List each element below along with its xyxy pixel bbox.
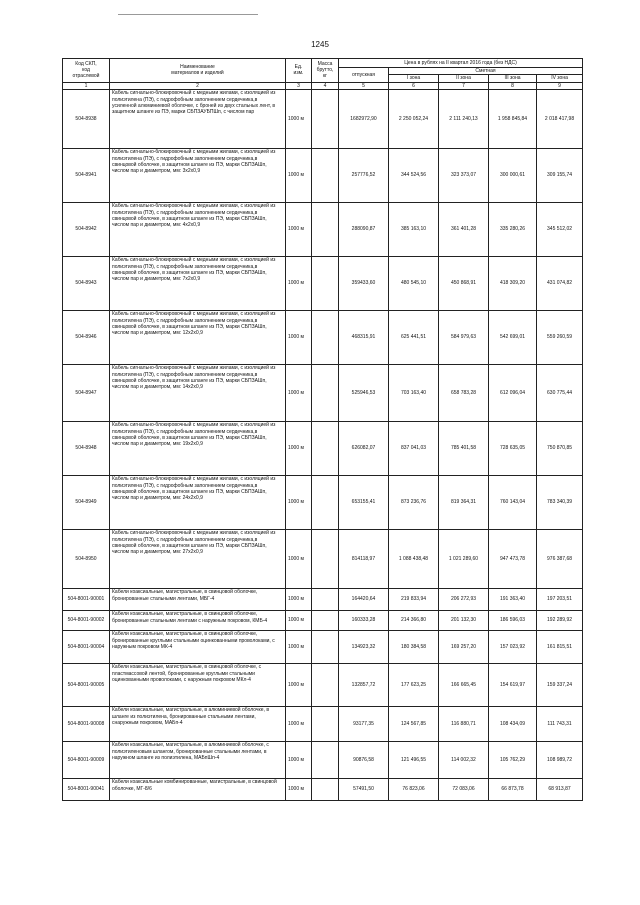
row-zone-4-price: 559 260,59: [537, 310, 583, 364]
row-zone-2-price: 658 783,28: [439, 364, 489, 421]
row-zone-2-price: 819 364,31: [439, 475, 489, 529]
row-zone-2-price: 201 132,30: [439, 610, 489, 630]
row-code: 504-8949: [63, 475, 110, 529]
row-name-cell: [110, 256, 286, 310]
row-name: Кабель сигнально-блокировочный с медными жилами, с изоляцией из полиэтилена (ПЭ), с гидрофобным заполнением сердечника,в свинцовой оболочке, в защитном шланге из ПЭ, марки СБПЗАШп, числом пар и диаметром, мм: 12х2х0,9: [112, 311, 276, 337]
row-mass: [312, 256, 339, 310]
row-release-price: 164420,64: [339, 588, 389, 610]
row-zone-4-price: 161 815,51: [537, 630, 583, 663]
row-code: 504-8950: [63, 529, 110, 588]
row-name-cell: [110, 89, 286, 148]
table-row: [63, 148, 583, 202]
column-number: 4: [312, 82, 339, 89]
row-zone-1-price: 124 567,85: [389, 706, 439, 741]
row-name-cell: [110, 741, 286, 778]
row-name-cell: [110, 364, 286, 421]
row-unit: 1000 м: [286, 778, 312, 800]
scan-artifact-line: [118, 14, 258, 15]
row-name: Кабели коаксиальные, магистральные, в свинцовой оболочке, бронированные стальными лентами с наружным покровом, КМБ-4: [112, 611, 268, 624]
row-zone-4-price: 68 913,87: [537, 778, 583, 800]
row-mass: [312, 741, 339, 778]
row-unit: 1000 м: [286, 588, 312, 610]
row-name: Кабели коаксиальные, магистральные, в свинцовой оболочке, бронированные круглыми стальными оцинкованными проволоками, с наружным покровом МК-4: [112, 631, 275, 650]
row-release-price: 359433,60: [339, 256, 389, 310]
row-zone-4-price: 750 870,85: [537, 421, 583, 475]
page-number: 1245: [311, 40, 329, 49]
row-zone-2-price: 584 979,63: [439, 310, 489, 364]
row-name: Кабели коаксиальные, магистральные, в свинцовой оболочке, бронированные стальными лентами, МБГ-4: [112, 589, 258, 602]
row-code: 504-8001-90008: [63, 706, 110, 741]
row-code: 504-8938: [63, 89, 110, 148]
row-release-price: 160333,28: [339, 610, 389, 630]
column-number: 3: [286, 82, 312, 89]
row-unit: 1000 м: [286, 529, 312, 588]
row-zone-1-price: 625 441,51: [389, 310, 439, 364]
row-zone-2-price: 206 272,93: [439, 588, 489, 610]
row-release-price: 525946,53: [339, 364, 389, 421]
row-code: 504-8001-90041: [63, 778, 110, 800]
row-code: 504-8943: [63, 256, 110, 310]
row-zone-3-price: 335 280,26: [489, 202, 537, 256]
row-zone-4-price: 2 018 417,98: [537, 89, 583, 148]
row-code: 504-8001-90009: [63, 741, 110, 778]
header-zone-4: IV зона: [537, 75, 583, 82]
row-mass: [312, 89, 339, 148]
row-code: 504-8001-90002: [63, 610, 110, 630]
row-zone-4-price: 345 512,02: [537, 202, 583, 256]
table-row: [63, 475, 583, 529]
table-row: [63, 202, 583, 256]
row-unit: 1000 м: [286, 475, 312, 529]
row-zone-1-price: 76 823,06: [389, 778, 439, 800]
row-mass: [312, 475, 339, 529]
column-number: 2: [110, 82, 286, 89]
row-name: Кабель сигнально-блокировочный с медными жилами, с изоляцией из полиэтилена (ПЭ), с гидрофобным заполнением сердечника,в свинцовой оболочке, в защитном шланге из ПЭ, марки СБПЗАШп, числом пар и диаметром, мм: 14х2х0,9: [112, 365, 276, 391]
row-zone-2-price: 1 021 289,60: [439, 529, 489, 588]
row-unit: 1000 м: [286, 630, 312, 663]
row-release-price: 468315,91: [339, 310, 389, 364]
row-name: Кабели коаксиальные, магистральные, в свинцовой оболочке, с пластмассовой лентой, бронированные круглыми стальными оцинкованными проволоками, с наружным покровом МКл-4: [112, 664, 262, 683]
row-zone-4-price: 108 989,72: [537, 741, 583, 778]
row-unit: 1000 м: [286, 663, 312, 706]
row-code: 504-8946: [63, 310, 110, 364]
row-zone-1-price: 837 041,03: [389, 421, 439, 475]
row-zone-3-price: 728 635,05: [489, 421, 537, 475]
row-unit: 1000 м: [286, 202, 312, 256]
row-release-price: 132857,72: [339, 663, 389, 706]
row-unit: 1000 м: [286, 421, 312, 475]
row-name-cell: [110, 310, 286, 364]
row-zone-1-price: 873 236,76: [389, 475, 439, 529]
row-zone-2-price: 323 373,07: [439, 148, 489, 202]
row-name: Кабели коаксиальные, магистральные, в алюминиевой оболочке, с полиэтиленовым шлангом, бронированные стальными лентами, в наружном шланге из полиэтилена, МАБпШп-4: [112, 742, 269, 761]
table-body: [63, 89, 583, 800]
row-name-cell: [110, 475, 286, 529]
row-zone-1-price: 214 366,80: [389, 610, 439, 630]
row-zone-3-price: 300 000,61: [489, 148, 537, 202]
row-name-cell: [110, 630, 286, 663]
row-unit: 1000 м: [286, 256, 312, 310]
table-row: [63, 630, 583, 663]
header-mass: Масса брутто, кг: [312, 59, 339, 83]
row-name: Кабели коаксиальные, магистральные, в алюминиевой оболочке, в шланге из полиэтилена, бронированные стальными лентами, снаружным покровом, МАБп-4: [112, 707, 269, 726]
row-release-price: 93177,35: [339, 706, 389, 741]
row-zone-3-price: 542 699,01: [489, 310, 537, 364]
row-zone-3-price: 760 143,04: [489, 475, 537, 529]
column-number-row: [63, 82, 583, 89]
row-zone-1-price: 480 545,10: [389, 256, 439, 310]
row-name-cell: [110, 421, 286, 475]
row-zone-3-price: 186 596,03: [489, 610, 537, 630]
row-release-price: 626082,07: [339, 421, 389, 475]
column-number: 8: [489, 82, 537, 89]
row-zone-3-price: 947 473,78: [489, 529, 537, 588]
row-unit: 1000 м: [286, 364, 312, 421]
row-unit: 1000 м: [286, 89, 312, 148]
column-number: 5: [339, 82, 389, 89]
price-table: [62, 58, 583, 801]
table-row: [63, 706, 583, 741]
column-number: 6: [389, 82, 439, 89]
row-code: 504-8941: [63, 148, 110, 202]
row-code: 504-8001-90004: [63, 630, 110, 663]
row-unit: 1000 м: [286, 741, 312, 778]
table-row: [63, 256, 583, 310]
row-zone-1-price: 2 250 052,24: [389, 89, 439, 148]
row-mass: [312, 310, 339, 364]
row-code: 504-8947: [63, 364, 110, 421]
row-zone-4-price: 976 387,68: [537, 529, 583, 588]
row-unit: 1000 м: [286, 310, 312, 364]
row-zone-2-price: 2 111 240,13: [439, 89, 489, 148]
row-zone-1-price: 219 833,94: [389, 588, 439, 610]
row-name: Кабель сигнально-блокировочный с медными жилами, с изоляцией из полиэтилена (ПЭ), с гидрофобным заполнением сердечника,в усиленной алюминиевой оболочке, с броней из двух стальных лент, в защитном шланге из ПЭ, марки СБПЗАУБПШп, с числом пар: [112, 90, 276, 116]
row-release-price: 653155,41: [339, 475, 389, 529]
row-name: Кабель сигнально-блокировочный с медными жилами, с изоляцией из полиэтилена (ПЭ), с гидрофобным заполнением сердечника,в свинцовой оболочке, в защитном шланге из ПЭ, марки СБПЗАШп, числом пар и диаметром, мм: 24х2х0,9: [112, 476, 276, 502]
row-zone-3-price: 105 762,29: [489, 741, 537, 778]
row-zone-3-price: 154 619,97: [489, 663, 537, 706]
row-zone-2-price: 114 002,32: [439, 741, 489, 778]
column-number: 9: [537, 82, 583, 89]
row-name-cell: [110, 778, 286, 800]
table-row: [63, 610, 583, 630]
row-zone-3-price: 1 958 845,84: [489, 89, 537, 148]
header-zone-3: III зона: [489, 75, 537, 82]
row-zone-1-price: 121 496,55: [389, 741, 439, 778]
row-release-price: 288090,87: [339, 202, 389, 256]
row-zone-4-price: 111 743,31: [537, 706, 583, 741]
column-number: 1: [63, 82, 110, 89]
row-release-price: 814118,97: [339, 529, 389, 588]
row-zone-4-price: 197 203,51: [537, 588, 583, 610]
table-row: [63, 588, 583, 610]
row-name: Кабель сигнально-блокировочный с медными жилами, с изоляцией из полиэтилена (ПЭ), с гидрофобным заполнением сердечника,в свинцовой оболочке, в защитном шланге из ПЭ, марки СБПЗАШп, числом пар и диаметром, мм: 27х2х0,9: [112, 530, 276, 556]
row-mass: [312, 588, 339, 610]
row-zone-3-price: 612 096,04: [489, 364, 537, 421]
row-zone-3-price: 108 434,09: [489, 706, 537, 741]
row-unit: 1000 м: [286, 610, 312, 630]
row-unit: 1000 м: [286, 706, 312, 741]
row-name-cell: [110, 706, 286, 741]
table-row: [63, 310, 583, 364]
table-row: [63, 778, 583, 800]
row-code: 504-8942: [63, 202, 110, 256]
row-zone-1-price: 1 088 438,48: [389, 529, 439, 588]
row-code: 504-8001-90001: [63, 588, 110, 610]
row-release-price: 57491,50: [339, 778, 389, 800]
row-zone-2-price: 72 083,06: [439, 778, 489, 800]
row-zone-1-price: 385 163,10: [389, 202, 439, 256]
row-zone-4-price: 630 775,44: [537, 364, 583, 421]
row-zone-3-price: 418 309,20: [489, 256, 537, 310]
row-name: Кабели коаксиальные комбинированные, магистральные, в свинцовой оболочке, МГ-8/6: [112, 779, 277, 792]
header-release-price: отпускная: [339, 68, 389, 83]
header-zone-2: II зона: [439, 75, 489, 82]
row-name: Кабель сигнально-блокировочный с медными жилами, с изоляцией из полиэтилена (ПЭ), с гидрофобным заполнением сердечника,в свинцовой оболочке, в защитном шланге из ПЭ, марки СБПЗАШп, числом пар и диаметром, мм: 7х2х0,9: [112, 257, 276, 283]
row-name-cell: [110, 202, 286, 256]
header-code: Код СКП, код отраслевой: [63, 59, 110, 83]
row-zone-2-price: 450 868,91: [439, 256, 489, 310]
row-mass: [312, 148, 339, 202]
row-release-price: 90876,58: [339, 741, 389, 778]
row-release-price: 1682972,90: [339, 89, 389, 148]
header-zone-1: I зона: [389, 75, 439, 82]
row-zone-2-price: 166 665,45: [439, 663, 489, 706]
row-zone-3-price: 66 873,78: [489, 778, 537, 800]
row-name-cell: [110, 663, 286, 706]
row-name-cell: [110, 529, 286, 588]
row-code: 504-8948: [63, 421, 110, 475]
row-name: Кабель сигнально-блокировочный с медными жилами, с изоляцией из полиэтилена (ПЭ), с гидрофобным заполнением сердечника,в свинцовой оболочке, в защитном шланге из ПЭ, марки СБПЗАШп, числом пар и диаметром, мм: 19х2х0,9: [112, 422, 276, 448]
row-unit: 1000 м: [286, 148, 312, 202]
header-price-title: Цена в рублях на II квартал 2016 года (без НДС): [339, 59, 583, 68]
row-mass: [312, 663, 339, 706]
row-zone-1-price: 177 623,25: [389, 663, 439, 706]
row-name: Кабель сигнально-блокировочный с медными жилами, с изоляцией из полиэтилена (ПЭ), с гидрофобным заполнением сердечника,в свинцовой оболочке, в защитном шланге из ПЭ, марки СБПЗАШп, числом пар и диаметром, мм: 3х2х0,9: [112, 149, 276, 175]
row-zone-1-price: 703 163,40: [389, 364, 439, 421]
table-row: [63, 529, 583, 588]
row-mass: [312, 778, 339, 800]
row-release-price: 257776,52: [339, 148, 389, 202]
row-zone-3-price: 191 363,40: [489, 588, 537, 610]
row-name-cell: [110, 610, 286, 630]
header-unit: Ед. изм.: [286, 59, 312, 83]
table-row: [63, 364, 583, 421]
row-name-cell: [110, 588, 286, 610]
table-row: [63, 89, 583, 148]
row-zone-2-price: 785 401,58: [439, 421, 489, 475]
row-release-price: 134923,32: [339, 630, 389, 663]
table-row: [63, 663, 583, 706]
table-row: [63, 741, 583, 778]
row-mass: [312, 421, 339, 475]
row-code: 504-8001-90005: [63, 663, 110, 706]
column-number: 7: [439, 82, 489, 89]
row-zone-1-price: 180 384,58: [389, 630, 439, 663]
header-name: Наименование материалов и изделий: [110, 59, 286, 83]
header-estimate-price: Сметная: [389, 68, 583, 75]
row-mass: [312, 706, 339, 741]
row-zone-4-price: 431 074,82: [537, 256, 583, 310]
row-mass: [312, 630, 339, 663]
row-zone-3-price: 157 023,92: [489, 630, 537, 663]
row-zone-2-price: 169 257,20: [439, 630, 489, 663]
row-name: Кабель сигнально-блокировочный с медными жилами, с изоляцией из полиэтилена (ПЭ), с гидрофобным заполнением сердечника,в свинцовой оболочке, в защитном шланге из ПЭ, марки СБПЗАШп, числом пар и диаметром, мм: 4х2х0,9: [112, 203, 276, 229]
table-row: [63, 421, 583, 475]
row-mass: [312, 202, 339, 256]
row-name-cell: [110, 148, 286, 202]
row-zone-2-price: 116 880,71: [439, 706, 489, 741]
row-zone-4-price: 192 289,92: [537, 610, 583, 630]
row-mass: [312, 364, 339, 421]
row-zone-4-price: 159 337,24: [537, 663, 583, 706]
row-zone-1-price: 344 524,56: [389, 148, 439, 202]
row-mass: [312, 529, 339, 588]
row-mass: [312, 610, 339, 630]
row-zone-2-price: 361 401,28: [439, 202, 489, 256]
row-zone-4-price: 783 340,39: [537, 475, 583, 529]
row-zone-4-price: 309 155,74: [537, 148, 583, 202]
